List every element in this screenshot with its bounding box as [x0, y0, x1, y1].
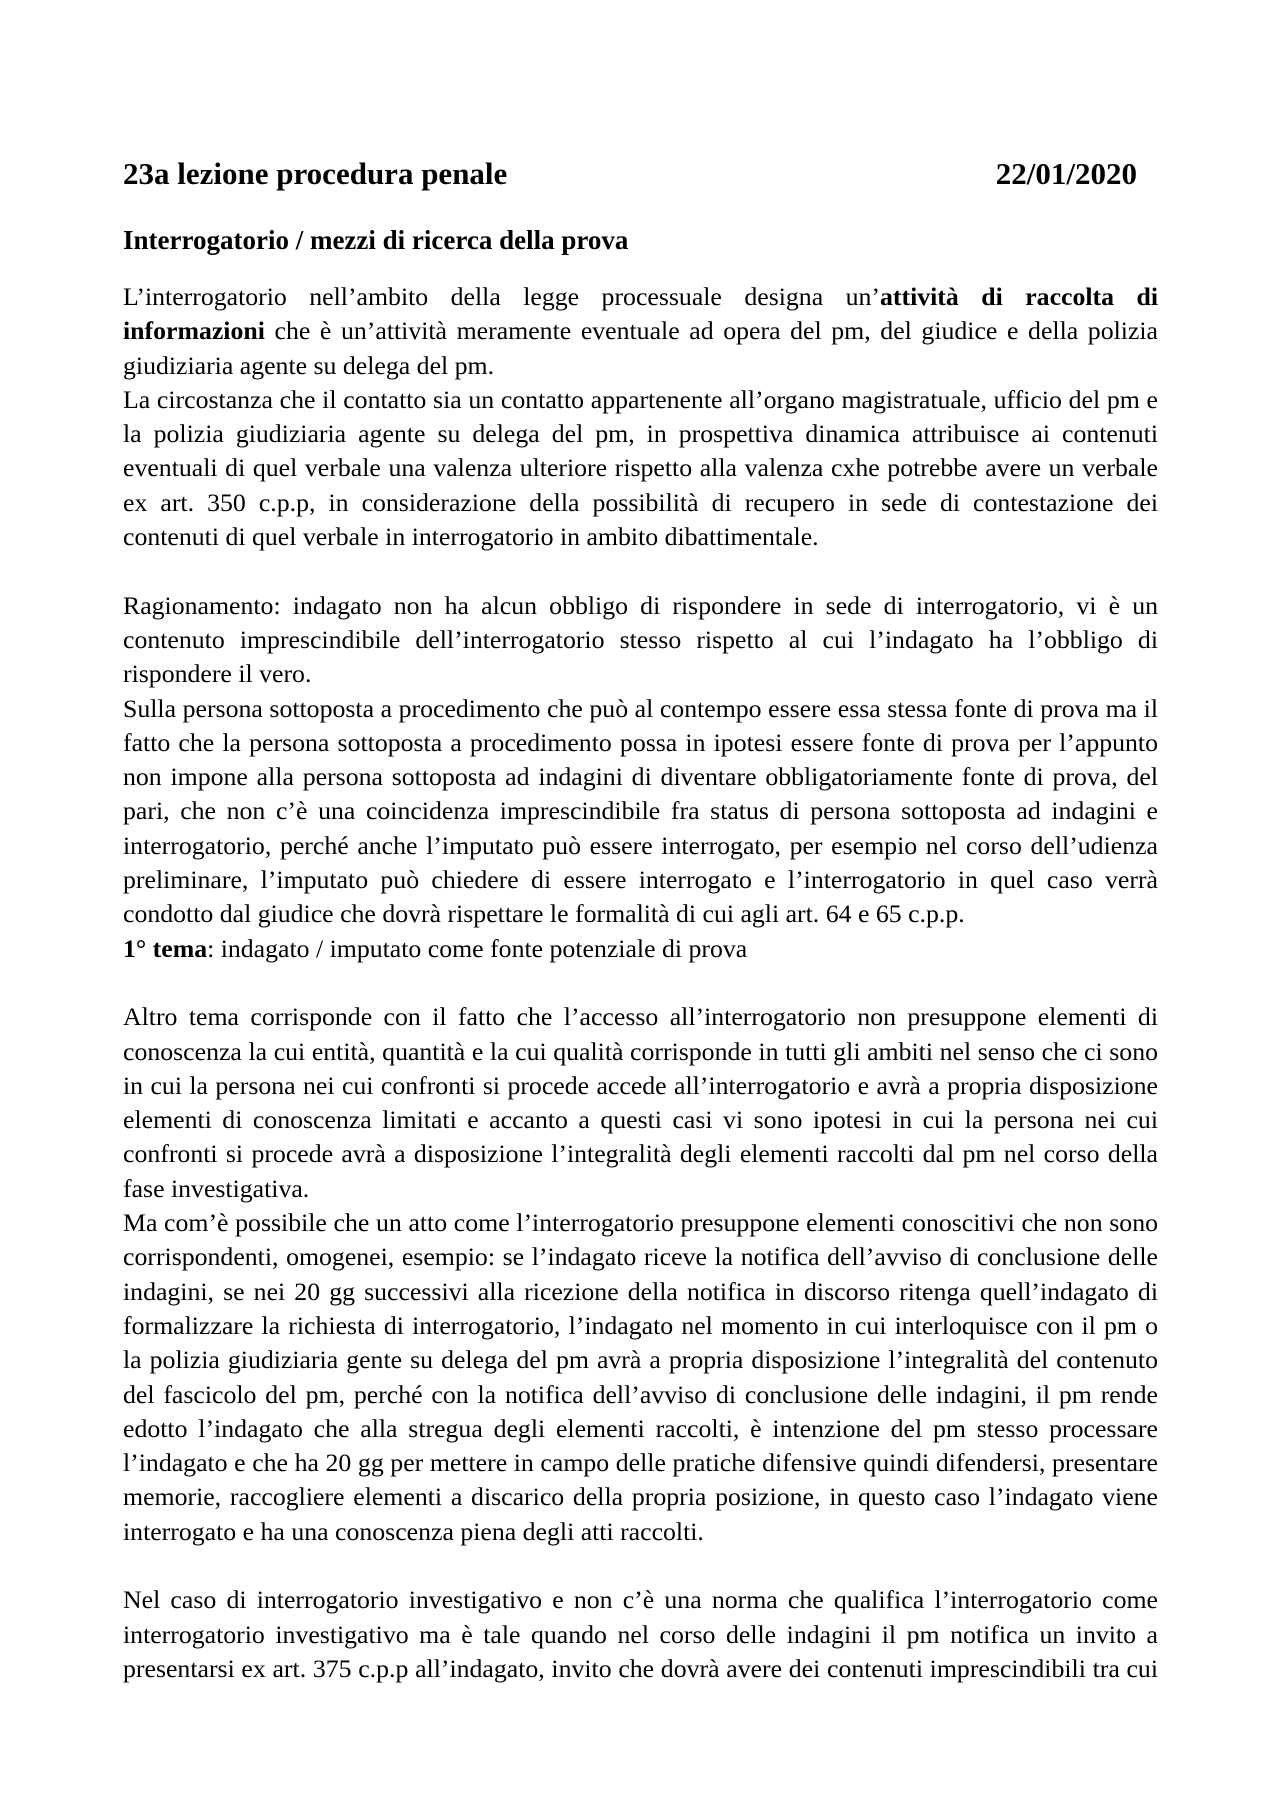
paragraph-text: L’interrogatorio nell’ambito della legge processuale designa un’: [123, 282, 880, 311]
paragraph: Ragionamento: indagato non ha alcun obbligo di rispondere in sede di interrogatorio, vi è un contenuto imprescindibile dell’interrogatorio stesso rispetto al cui l’indagato ha l’obbligo di rispondere il vero.: [123, 590, 1158, 689]
blank-line: [123, 1549, 1158, 1583]
paragraph: Altro tema corrisponde con il fatto che l’accesso all’interrogatorio non presuppone elementi di conoscenza la cui entità, quantità e la cui qualità corrisponde in tutti gli ambiti nel senso che ci sono in cui la persona nei cui confronti si procede accede all’interrogatorio e avrà a propria disposizione elementi di conoscenza limitati e accanto a questi casi vi sono ipotesi in cui la persona nei cui confronti si procede avrà a disposizione l’integralità degli elementi raccolti dal pm nel corso della fase investigativa.: [123, 1002, 1158, 1203]
paragraph-text: : indagato / imputato come fonte potenziale di prova: [207, 933, 748, 963]
document-date: 22/01/2020: [995, 156, 1137, 191]
document-body: [123, 280, 1158, 1686]
paragraph: Ma com’è possibile che un atto come l’interrogatorio presuppone elementi conoscitivi che non sono corrispondenti, omogenei, esempio: se l’indagato riceve la notifica dell’avviso di conclusione delle indagini, se nei 20 gg successivi alla ricezione della notifica in discorso ritenga quell’indagato di formalizzare la richiesta di interrogatorio, l’indagato nel momento in cui interloquisce con il pm o la polizia giudiziaria gente su delega del pm avrà a propria disposizione l’integralità del contenuto del fascicolo del pm, perché con la notifica dell’avviso di conclusione delle indagini, il pm rende edotto l’indagato che alla stregua degli elementi raccolti, è intenzione del pm stesso processare l’indagato e che ha 20 gg per mettere in campo delle pratiche difensive quindi difendersi, presentare memorie, raccogliere elementi a discarico della propria posizione, in questo caso l’indagato viene interrogato e ha una conoscenza piena degli atti raccolti.: [123, 1208, 1158, 1546]
blank-line: [123, 554, 1158, 588]
paragraph: Sulla persona sottoposta a procedimento che può al contempo essere essa stessa fonte di prova ma il fatto che la persona sottoposta a procedimento possa in ipotesi essere fonte di prova per l’appunto non impone alla persona sottoposta ad indagini di diventare obbligatoriamente fonte di prova, del pari, che non c’è una coincidenza imprescindibile fra status di persona sottoposta ad indagini e interrogatorio, perché anche l’imputato può essere interrogato, per esempio nel corso dell’udienza preliminare, l’imputato può chiedere di essere interrogato e l’interrogatorio in quel caso verrà condotto dal giudice che dovrà rispettare le formalità di cui agli art. 64 e 65 c.p.p.: [123, 693, 1158, 929]
paragraph: [123, 280, 1158, 383]
document-header: [123, 153, 1137, 195]
paragraph: [123, 932, 1158, 966]
blank-line: [123, 966, 1158, 1000]
paragraph: Nel caso di interrogatorio investigativo e non c’è una norma che qualifica l’interrogatorio come interrogatorio investigativo ma è tale quando nel corso delle indagini il pm notifica un invito a presentarsi ex art. 375 c.p.p all’indagato, invito che dovrà avere dei contenuti imprescindibili tra cui: [123, 1585, 1158, 1683]
bold-text: attività di raccolta di informazioni: [123, 282, 1159, 346]
bold-text: 1° tema: [123, 933, 208, 963]
paragraph: La circostanza che il contatto sia un contatto appartenente all’organo magistratuale, ufficio del pm e la polizia giudiziaria agente su delega del pm, in prospettiva dinamica attribuisce ai contenuti eventuali di quel verbale una valenza ulteriore rispetto alla valenza cxhe potrebbe avere un verbale ex art. 350 c.p.p, in considerazione della possibilità di recupero in sede di contestazione dei contenuti di quel verbale in interrogatorio in ambito dibattimentale.: [123, 384, 1158, 552]
paragraph-text: che è un’attività meramente eventuale ad opera del pm, del giudice e della polizia giudiziaria agente su delega del pm.: [123, 316, 1158, 380]
section-heading: Interrogatorio / mezzi di ricerca della prova: [123, 225, 629, 255]
document-title: 23a lezione procedura penale: [123, 156, 508, 191]
